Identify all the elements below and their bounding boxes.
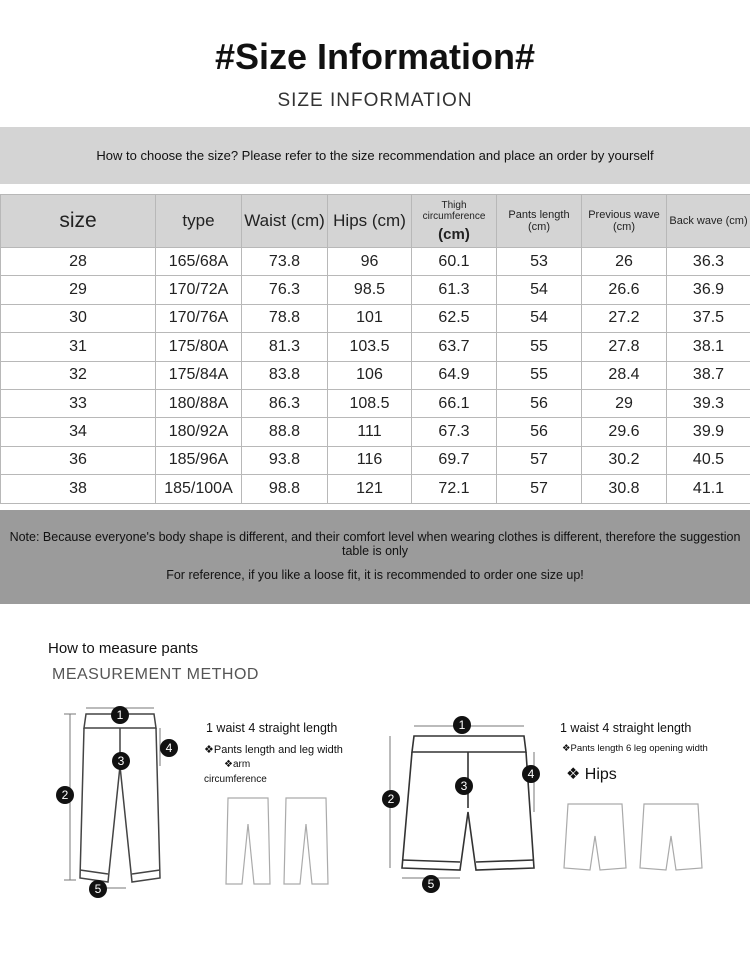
size-table — [0, 194, 750, 504]
col-header-thigh — [412, 195, 497, 248]
cell-hips: 96 — [328, 248, 412, 276]
shorts-legend-2: ❖Pants length 6 leg opening width — [562, 743, 708, 754]
cell-previous-wave: 29 — [582, 389, 667, 417]
cell-hips: 116 — [328, 446, 412, 474]
pants-legend-2: ❖Pants length and leg width — [204, 744, 343, 756]
marker-5-icon: 5 — [89, 880, 107, 898]
cell-waist: 83.8 — [242, 361, 328, 389]
cell-pants-length: 53 — [497, 248, 582, 276]
cell-size: 31 — [1, 333, 156, 361]
banner-text: How to choose the size? Please refer to the size recommendation and place an order by yourself — [96, 148, 654, 163]
shorts-marker-1-icon: 1 — [453, 716, 471, 734]
cell-pants-length: 56 — [497, 389, 582, 417]
cell-pants-length: 54 — [497, 304, 582, 332]
cell-thigh: 62.5 — [412, 304, 497, 332]
cell-waist: 93.8 — [242, 446, 328, 474]
col-header-type: type — [156, 195, 242, 248]
cell-hips: 111 — [328, 418, 412, 446]
note-line-1: Note: Because everyone's body shape is different, and their comfort level when wearing clothes is different, therefore the suggestion table is only — [9, 530, 741, 558]
cell-previous-wave: 27.8 — [582, 333, 667, 361]
pants-sketch-front — [222, 794, 274, 888]
cell-waist: 78.8 — [242, 304, 328, 332]
shorts-marker-3-icon: 3 — [455, 777, 473, 795]
page-title: #Size Information# — [214, 36, 536, 77]
table-row — [1, 361, 750, 389]
cell-thigh: 72.1 — [412, 475, 497, 503]
cell-hips: 98.5 — [328, 276, 412, 304]
cell-thigh: 64.9 — [412, 361, 497, 389]
cell-waist: 81.3 — [242, 333, 328, 361]
cell-pants-length: 56 — [497, 418, 582, 446]
shorts-diagram — [378, 708, 558, 888]
table-row — [1, 475, 750, 503]
cell-previous-wave: 26 — [582, 248, 667, 276]
shorts-waistband — [412, 736, 526, 752]
cell-type: 185/96A — [156, 446, 242, 474]
marker-1-icon: 1 — [111, 706, 129, 724]
note-banner — [0, 510, 750, 604]
shorts-marker-4-icon: 4 — [522, 765, 540, 783]
cell-type: 185/100A — [156, 475, 242, 503]
col-header-pants-length: Pants length (cm) — [497, 195, 582, 248]
table-row — [1, 248, 750, 276]
cell-type: 180/92A — [156, 418, 242, 446]
cell-size: 28 — [1, 248, 156, 276]
col-header-back-wave: Back wave (cm) — [667, 195, 750, 248]
cell-back-wave: 39.3 — [667, 389, 750, 417]
size-choice-banner — [0, 127, 750, 184]
cell-back-wave: 37.5 — [667, 304, 750, 332]
col-header-previous-wave: Previous wave (cm) — [582, 195, 667, 248]
cell-previous-wave: 26.6 — [582, 276, 667, 304]
cell-type: 165/68A — [156, 248, 242, 276]
cell-hips: 101 — [328, 304, 412, 332]
pants-legend-4: circumference — [204, 774, 267, 785]
cell-back-wave: 38.1 — [667, 333, 750, 361]
cell-pants-length: 54 — [497, 276, 582, 304]
cell-back-wave: 41.1 — [667, 475, 750, 503]
pants-legend-3: ❖arm — [224, 759, 251, 770]
cell-size: 29 — [1, 276, 156, 304]
shorts-marker-2-icon: 2 — [382, 790, 400, 808]
shorts-legend-3: ❖ Hips — [566, 766, 617, 783]
cell-back-wave: 38.7 — [667, 361, 750, 389]
cell-waist: 88.8 — [242, 418, 328, 446]
cell-size: 36 — [1, 446, 156, 474]
cell-waist: 76.3 — [242, 276, 328, 304]
cell-previous-wave: 27.2 — [582, 304, 667, 332]
cell-previous-wave: 28.4 — [582, 361, 667, 389]
shorts-marker-5-icon: 5 — [422, 875, 440, 893]
how-to-measure-heading: How to measure pants — [48, 640, 199, 657]
cell-type: 175/80A — [156, 333, 242, 361]
cell-back-wave: 39.9 — [667, 418, 750, 446]
shorts-sketch-front — [560, 800, 630, 874]
cell-hips: 103.5 — [328, 333, 412, 361]
cell-pants-length: 55 — [497, 361, 582, 389]
cell-previous-wave: 29.6 — [582, 418, 667, 446]
marker-4-icon: 4 — [160, 739, 178, 757]
cell-waist: 86.3 — [242, 389, 328, 417]
thigh-header-line2: (cm) — [438, 225, 470, 243]
cell-pants-length: 55 — [497, 333, 582, 361]
table-row — [1, 276, 750, 304]
cell-size: 33 — [1, 389, 156, 417]
pants-sketch-back — [280, 794, 332, 888]
cell-size: 38 — [1, 475, 156, 503]
cell-size: 32 — [1, 361, 156, 389]
cell-thigh: 60.1 — [412, 248, 497, 276]
cell-previous-wave: 30.8 — [582, 475, 667, 503]
cell-thigh: 66.1 — [412, 389, 497, 417]
marker-2-icon: 2 — [56, 786, 74, 804]
cell-back-wave: 36.9 — [667, 276, 750, 304]
cell-type: 170/76A — [156, 304, 242, 332]
col-header-waist: Waist (cm) — [242, 195, 328, 248]
note-line-2: For reference, if you like a loose fit, it is recommended to order one size up! — [166, 568, 584, 582]
cell-back-wave: 36.3 — [667, 248, 750, 276]
thigh-header-line1: Thigh circumference — [422, 199, 486, 222]
cell-size: 30 — [1, 304, 156, 332]
table-row — [1, 304, 750, 332]
cell-hips: 106 — [328, 361, 412, 389]
cell-type: 175/84A — [156, 361, 242, 389]
pants-legend-1: 1 waist 4 straight length — [206, 721, 338, 735]
page-subtitle: SIZE INFORMATION — [277, 90, 473, 111]
shorts-legend-1: 1 waist 4 straight length — [560, 721, 692, 735]
col-header-hips: Hips (cm) — [328, 195, 412, 248]
cell-previous-wave: 30.2 — [582, 446, 667, 474]
measurement-method-heading: MEASUREMENT METHOD — [52, 666, 259, 683]
cell-type: 170/72A — [156, 276, 242, 304]
cell-thigh: 61.3 — [412, 276, 497, 304]
table-row — [1, 389, 750, 417]
cell-size: 34 — [1, 418, 156, 446]
cell-waist: 98.8 — [242, 475, 328, 503]
table-row — [1, 333, 750, 361]
shorts-sketch-back — [636, 800, 706, 874]
cell-hips: 121 — [328, 475, 412, 503]
cell-back-wave: 40.5 — [667, 446, 750, 474]
table-row — [1, 418, 750, 446]
cell-pants-length: 57 — [497, 446, 582, 474]
marker-3-icon: 3 — [112, 752, 130, 770]
cell-thigh: 67.3 — [412, 418, 497, 446]
cell-pants-length: 57 — [497, 475, 582, 503]
cell-hips: 108.5 — [328, 389, 412, 417]
col-header-size: size — [1, 195, 156, 248]
table-header-row — [1, 195, 750, 248]
cell-waist: 73.8 — [242, 248, 328, 276]
table-row — [1, 446, 750, 474]
cell-thigh: 69.7 — [412, 446, 497, 474]
cell-thigh: 63.7 — [412, 333, 497, 361]
cell-type: 180/88A — [156, 389, 242, 417]
